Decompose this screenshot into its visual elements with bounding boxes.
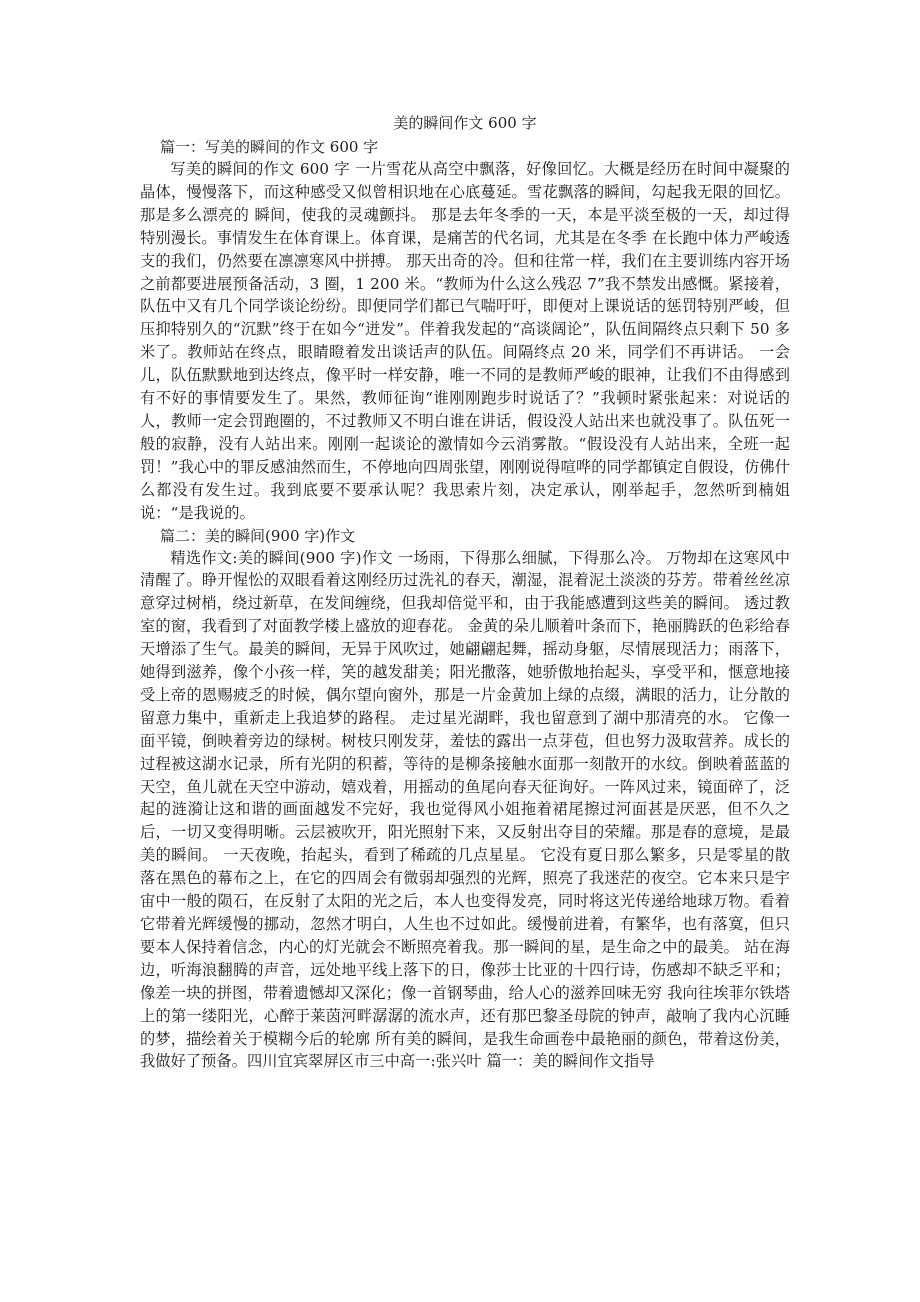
section-2-body: 精选作文:美的瞬间(900 字)作文 一场雨，下得那么细腻，下得那么冷。 万物却在这寒风中清醒了。睁开惺忪的双眼看着这刚经历过洗礼的春天，潮湿，混着泥土淡淡的芬芳。带着丝丝凉意穿过树梢，绕过新草，在发间缠绕，但我却倍觉平和，由于我能感遭到这些美的瞬间。 透过教室的窗，我看到了对面教学楼上盛放的迎春花。 金黄的朵儿顺着叶条而下，艳丽腾跃的色彩给春天增添了生气。最美的瞬间，无异于风吹过，她翩翩起舞，摇动身躯，尽情展现活力；雨落下，她得到滋养，像个小孩一样，笑的越发甜美；阳光撒落，她骄傲地抬起头，享受平和，惬意地接受上帝的恩赐疲乏的时候，偶尔望向窗外，那是一片金黄加上绿的点缀，满眼的活力，让分散的留意力集中，重新走上我追梦的路程。 走过星光湖畔，我也留意到了湖中那清亮的水。 它像一面平镜，倒映着旁边的绿树。树枝只刚发芽，羞怯的露出一点芽苞，但也努力汲取营养。成长的过程被这湖水记录，所有光阴的积蓄，等待的是柳条接触水面那一刻散开的水纹。倒映着蓝蓝的天空，鱼儿就在天空中游动，嬉戏着，用摇动的鱼尾向春天征询好。一阵风过来，镜面碎了，泛起的涟漪让这和谐的画面越发不完好，我也觉得风小姐拖着裙尾擦过河面甚是厌恶，但不久之后，一切又变得明晰。云层被吹开，阳光照射下来，又反射出夺目的荣耀。那是春的意境，是最美的瞬间。 一天夜晚，抬起头，看到了稀疏的几点星星。 它没有夏日那么繁多，只是零星的散落在黑色的幕布之上，在它的四周会有微弱却强烈的光辉，照亮了我迷茫的夜空。它本来只是宇宙中一般的陨石，在反射了太阳的光之后，本人也变得发亮，同时将这光传递给地球万物。看着它带着光辉缓慢的挪动，忽然才明白，人生也不过如此。缓慢前进着，有繁华，也有落寞，但只要本人保持着信念，内心的灯光就会不断照亮着我。那一瞬间的星，是生命之中的最美。 站在海边，听海浪翻腾的声音，远处地平线上落下的日，像莎士比亚的十四行诗，伤感却不缺乏平和；像差一块的拼图，带着遗憾却又深化；像一首钢琴曲，给人心的滋养回味无穷 我向往埃菲尔铁塔上的第一缕阳光，心醉于莱茵河畔潺潺的流水声，还有那巴黎圣母院的钟声，敲响了我内心沉睡的梦，描绘着关于模糊今后的轮廓 所有美的瞬间，是我生命画卷中最艳丽的颜色，带着这份美，我做好了预备。四川宜宾翠屏区市三中高一:张兴叶 篇一：美的瞬间作文指导 xyxy=(140,548,790,1071)
document-title: 美的瞬间作文 600 字 xyxy=(393,114,537,132)
section-1-heading: 篇一：写美的瞬间的作文 600 字 xyxy=(160,138,379,156)
document-page xyxy=(140,110,790,1073)
section-2-heading: 篇二：美的瞬间(900 字)作文 xyxy=(160,526,356,545)
section-1-body: 写美的瞬间的作文 600 字 一片雪花从高空中飘落，好像回忆。大概是经历在时间中凝聚的晶体，慢慢落下，而这种感受又似曾相识地在心底蔓延。雪花飘落的瞬间，勾起我无限的回忆。那是多么漂亮的 瞬间，使我的灵魂颤抖。 那是去年冬季的一天，本是平淡至极的一天，却过得特别漫长。事情发生在体育课上。体育课，是痛苦的代名词，尤其是在冬季 在长跑中体力严峻透支的我们，仍然要在凛凛寒风中拼搏。 那天出奇的冷。但和往常一样，我们在主要训练内容开场之前都要进展预备活动，3 圈，1 200 米。“教师为什么这么残忍 7”我不禁发出感慨。紧接着，队伍中又有几个同学谈论纷纷。即便同学们都已气喘吁吁，即便对上课说话的惩罚特别严峻，但压抑特别久的“沉默”终于在如今“迸发”。伴着我发起的“高谈阔论”，队伍间隔终点只剩下 50 多米了。教师站在终点，眼睛瞪着发出谈话声的队伍。间隔终点 20 米，同学们不再讲话。 一会儿，队伍默默地到达终点，像平时一样安静，唯一不同的是教师严峻的眼神，让我们不由得感到有不好的事情要发生了。果然，教师征询“谁刚刚跑步时说话了？”我顿时紧张起来：对说话的人，教师一定会罚跑圈的，不过教师又不明白谁在讲话，假设没人站出来也就没事了。队伍死一般的寂静，没有人站出来。刚刚一起谈论的激情如今云消雾散。“假设没有人站出来，全班一起罚！”我心中的罪反感油然而生，不停地向四周张望，刚刚说得喧哗的同学都镇定自假设，仿佛什么都没有发生过。我到底要不要承认呢？我思索片刻，决定承认，刚举起手，忽然听到楠姐说：“是我说的。 xyxy=(140,160,790,522)
